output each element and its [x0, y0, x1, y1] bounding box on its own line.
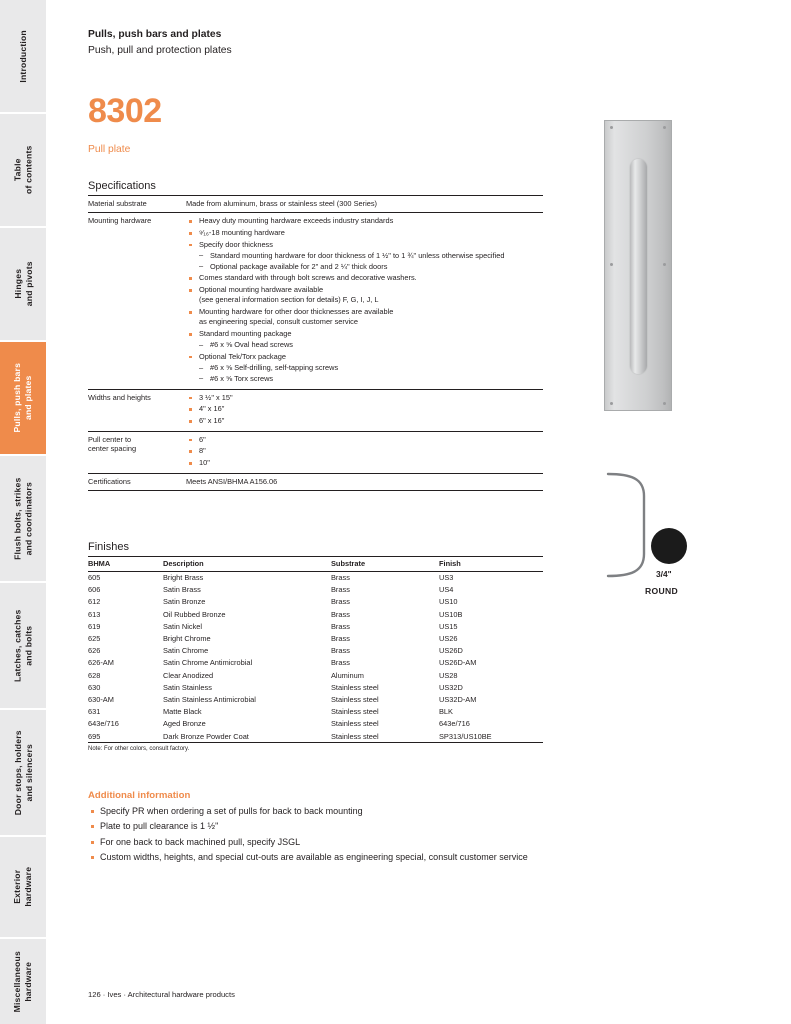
finishes-cell: US32D-AM [439, 694, 477, 704]
finishes-cell: US32D [439, 682, 463, 692]
side-tab-7[interactable] [0, 710, 46, 835]
finishes-table-header [88, 557, 543, 572]
finishes-cell: 695 [88, 730, 163, 743]
spec-row-value [186, 431, 543, 473]
finishes-cell: Dark Bronze Powder Coat [163, 730, 331, 743]
specifications-block [88, 180, 543, 491]
screw-hole-icon [663, 402, 666, 405]
finishes-cell: US10B [439, 609, 463, 619]
finishes-cell: Bright Brass [163, 573, 204, 583]
round-cross-section-icon [651, 528, 687, 564]
finishes-cell: US3 [439, 573, 454, 583]
spec-row [88, 431, 543, 473]
spec-row-label: Pull center to center spacing [88, 431, 186, 473]
diagram-dimension-label: 3/4" [656, 569, 672, 579]
spec-bullet-item [186, 435, 543, 445]
specifications-title: Specifications [88, 180, 156, 192]
spec-bullet-item [186, 352, 543, 384]
side-tab-label: Exterior hardware [12, 867, 33, 907]
finishes-cell: Stainless steel [331, 694, 379, 704]
finishes-cell: Brass [331, 597, 350, 607]
spec-row-label: Material substrate [88, 196, 186, 213]
finishes-cell: Clear Anodized [163, 670, 214, 680]
finishes-cell: Brass [331, 646, 350, 656]
finishes-cell: US26D-AM [439, 658, 477, 668]
additional-information-item: Plate to pull clearance is 1 ½" [88, 820, 558, 833]
table-row [88, 706, 543, 718]
finishes-cell: Aluminum [331, 670, 364, 680]
finishes-cell: Stainless steel [331, 730, 439, 743]
finishes-cell: 643e/716 [439, 719, 470, 729]
table-row [88, 584, 543, 596]
table-row [88, 632, 543, 644]
finishes-cell: Satin Chrome [163, 646, 209, 656]
finishes-cell: 643e/716 [88, 719, 119, 729]
spec-bullet-item [186, 393, 543, 403]
spec-value-text: Meets ANSI/BHMA A156.06 [186, 476, 278, 486]
finishes-cell: US15 [439, 621, 458, 631]
spec-bullet-list [186, 393, 543, 427]
spec-subitem-list [199, 251, 543, 272]
table-row [88, 645, 543, 657]
spec-bullet-item [186, 285, 543, 305]
additional-information-item: Specify PR when ordering a set of pulls for back to back mounting [88, 805, 558, 818]
side-tab-1[interactable] [0, 0, 46, 112]
spec-subitem: – #6 x ⅝ Self-drilling, self-tapping screws [199, 363, 543, 373]
side-tab-2[interactable] [0, 114, 46, 226]
page-footer: 126 · Ives · Architectural hardware products [88, 990, 235, 999]
spec-bullet-item [186, 216, 543, 226]
table-row [88, 596, 543, 608]
table-row [88, 620, 543, 632]
table-row [88, 693, 543, 705]
spec-subitem: – #6 x ⅝ Torx screws [199, 374, 543, 384]
spec-row-value [186, 473, 543, 490]
finishes-cell: Satin Stainless [163, 682, 212, 692]
finishes-cell: SP313/US10BE [439, 730, 543, 743]
additional-information-item: Custom widths, heights, and special cut-outs are available as engineering special, consult customer service [88, 851, 558, 864]
finishes-cell: Satin Stainless Antimicrobial [163, 694, 256, 704]
finishes-cell: 628 [88, 670, 101, 680]
spec-bullet-item [186, 307, 543, 327]
spec-row [88, 473, 543, 490]
spec-bullet-text: Specify door thickness [199, 239, 273, 249]
spec-bullet-text: 10" [199, 458, 210, 468]
finishes-cell: Brass [331, 658, 350, 668]
finishes-cell: 612 [88, 597, 101, 607]
side-tab-6[interactable] [0, 583, 46, 708]
spec-bullet-text: 6" [199, 434, 206, 444]
finishes-cell: US10 [439, 597, 458, 607]
side-tab-4[interactable] [0, 342, 46, 454]
finishes-cell: Satin Chrome Antimicrobial [163, 658, 253, 668]
side-tab-label: Introduction [17, 29, 28, 83]
spec-bullet-text: 4" x 16" [199, 404, 225, 414]
spec-row-label: Certifications [88, 473, 186, 490]
spec-bullet-item [186, 404, 543, 414]
spec-row [88, 213, 543, 389]
spec-bullet-item [186, 329, 543, 350]
specifications-table [88, 195, 543, 491]
finishes-cell: Aged Bronze [163, 719, 206, 729]
section-kicker: Pulls, push bars and plates [88, 29, 222, 40]
screw-hole-icon [663, 263, 666, 266]
pull-plate-image [604, 120, 672, 411]
spec-bullet-text: Heavy duty mounting hardware exceeds industry standards [199, 216, 394, 226]
finishes-block [88, 541, 543, 752]
spec-subitem-list [199, 340, 543, 350]
finishes-cell: Satin Brass [163, 585, 201, 595]
table-row [88, 669, 543, 681]
finishes-cell: Brass [331, 609, 350, 619]
finishes-cell: US26 [439, 634, 458, 644]
finishes-cell: Matte Black [163, 707, 202, 717]
finishes-column-header: Description [163, 557, 331, 572]
spec-row-value [186, 196, 543, 213]
spec-subitem-list [199, 363, 543, 384]
additional-information-block [88, 790, 558, 866]
spec-row-label: Widths and heights [88, 389, 186, 431]
finishes-cell: Satin Nickel [163, 621, 203, 631]
finishes-cell: US28 [439, 670, 458, 680]
spec-bullet-text: Optional mounting hardware available (see general information section for details) F, G, I, J, L [199, 285, 379, 305]
finishes-cell: Brass [331, 634, 350, 644]
finishes-cell: 630-AM [88, 694, 114, 704]
spec-bullet-item [186, 416, 543, 426]
finishes-column-header: BHMA [88, 557, 163, 572]
product-number: 8302 [88, 92, 162, 130]
finishes-cell: 613 [88, 609, 101, 619]
side-tab-3[interactable] [0, 228, 46, 340]
table-row [88, 571, 543, 584]
finishes-cell: Stainless steel [331, 682, 379, 692]
spec-bullet-text: Standard mounting package [199, 328, 292, 338]
finishes-cell: 625 [88, 634, 101, 644]
finishes-cell: US26D [439, 646, 463, 656]
finishes-cell: 606 [88, 585, 101, 595]
finishes-cell: 605 [88, 573, 101, 583]
diagram-shape-label: ROUND [645, 586, 679, 596]
spec-bullet-text: ⁹⁄₁₆-18 mounting hardware [199, 227, 285, 237]
product-name: Pull plate [88, 144, 131, 155]
finishes-cell: Brass [331, 585, 350, 595]
finishes-cell: Brass [331, 573, 350, 583]
spec-bullet-item [186, 228, 543, 238]
finishes-cell: US4 [439, 585, 454, 595]
spec-bullet-text: Comes standard with through bolt screws and decorative washers. [199, 273, 417, 283]
finishes-cell: 630 [88, 682, 101, 692]
side-tab-5[interactable] [0, 456, 46, 581]
spec-row-value [186, 389, 543, 431]
finishes-cell: Stainless steel [331, 719, 379, 729]
spec-row [88, 389, 543, 431]
side-tab-label: Hinges and pivots [12, 261, 33, 307]
side-tab-9[interactable] [0, 939, 46, 1024]
finishes-cell: Oil Rubbed Bronze [163, 609, 226, 619]
finishes-cell: Brass [331, 621, 350, 631]
finishes-column-header: Substrate [331, 557, 439, 572]
spec-bullet-item [186, 273, 543, 283]
screw-hole-icon [610, 263, 613, 266]
table-row [88, 657, 543, 669]
side-tab-label: Latches, catches and bolts [12, 609, 33, 682]
spec-row-label: Mounting hardware [88, 213, 186, 389]
pull-profile-diagram [600, 470, 670, 580]
spec-bullet-list [186, 216, 543, 384]
side-tab-label: Table of contents [12, 145, 34, 195]
additional-information-title: Additional information [88, 790, 191, 801]
finishes-column-header: Finish [439, 557, 543, 572]
spec-bullet-text: 3 ½" x 15" [199, 392, 233, 402]
spec-bullet-text: 6" x 16" [199, 415, 225, 425]
screw-hole-icon [663, 126, 666, 129]
table-row [88, 730, 543, 743]
spec-subitem: – Optional package available for 2" and 2 ¼" thick doors [199, 262, 543, 272]
finishes-cell: 626-AM [88, 658, 114, 668]
side-tab-label: Flush bolts, strikes and coordinators [12, 477, 34, 560]
additional-information-list [88, 805, 558, 864]
finishes-note: Note: For other colors, consult factory. [88, 746, 190, 753]
spec-row [88, 196, 543, 213]
side-tab-label: Door stops, holders and silencers [12, 730, 34, 815]
screw-hole-icon [610, 402, 613, 405]
spec-bullet-item [186, 458, 543, 468]
spec-bullet-text: 8" [199, 446, 206, 456]
finishes-cell: Stainless steel [331, 707, 379, 717]
spec-subitem: – #6 x ⅝ Oval head screws [199, 340, 543, 350]
finishes-cell: 626 [88, 646, 101, 656]
table-row [88, 718, 543, 730]
finishes-cell: BLK [439, 707, 453, 717]
side-tab-label: Pulls, push bars and plates [12, 363, 33, 433]
table-row [88, 608, 543, 620]
table-row [88, 681, 543, 693]
additional-information-item: For one back to back machined pull, specify JSGL [88, 836, 558, 849]
section-subkicker: Push, pull and protection plates [88, 45, 232, 56]
spec-bullet-text: Mounting hardware for other door thicknesses are available as engineering special, consult customer service [199, 306, 394, 327]
spec-row-value [186, 213, 543, 389]
finishes-cell: Bright Chrome [163, 634, 211, 644]
side-tab-label: Miscellaneous hardware [12, 950, 34, 1013]
side-tab-rail [0, 0, 46, 1024]
spec-bullet-list [186, 435, 543, 469]
finishes-table [88, 556, 543, 743]
spec-bullet-text: Optional Tek/Torx package [199, 351, 286, 361]
finishes-cell: 631 [88, 707, 101, 717]
spec-bullet-item [186, 240, 543, 272]
finishes-cell: Satin Bronze [163, 597, 206, 607]
spec-bullet-item [186, 446, 543, 456]
side-tab-8[interactable] [0, 837, 46, 937]
screw-hole-icon [610, 126, 613, 129]
spec-subitem: – Standard mounting hardware for door thickness of 1 ½" to 1 ¾" unless otherwise specified [199, 251, 543, 261]
pull-handle-graphic [630, 159, 647, 374]
page-content [88, 0, 791, 1024]
finishes-cell: 619 [88, 621, 101, 631]
finishes-title: Finishes [88, 541, 129, 553]
spec-value-text: Made from aluminum, brass or stainless steel (300 Series) [186, 199, 377, 208]
